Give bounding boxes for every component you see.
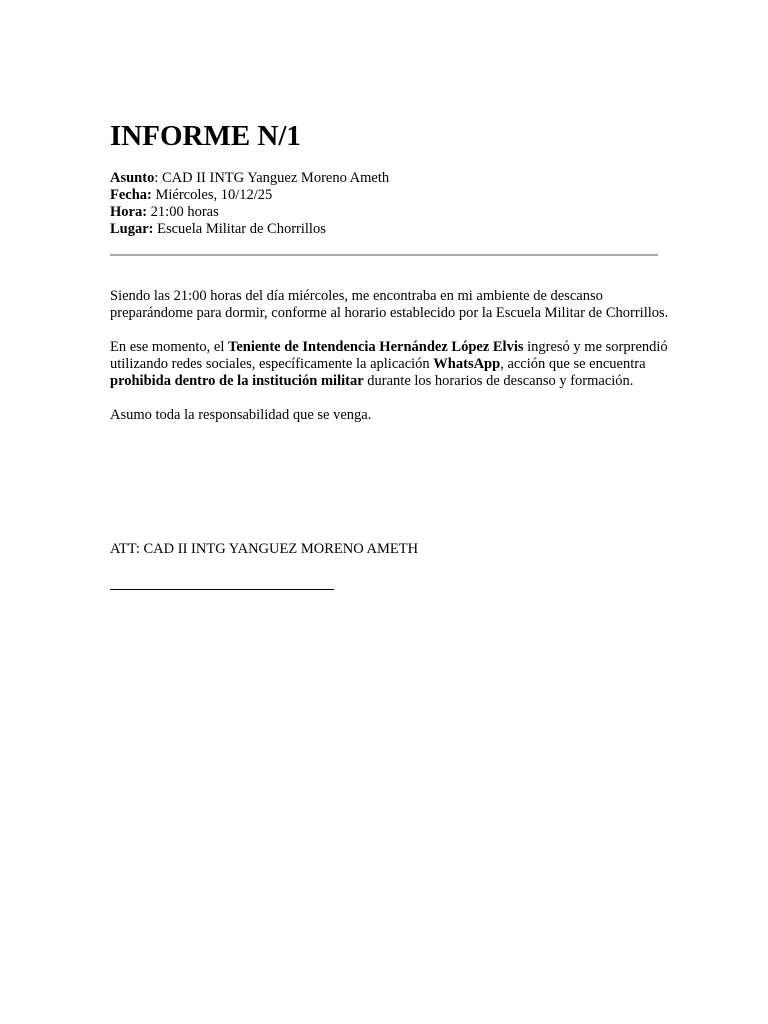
attention-line: ATT: CAD II INTG YANGUEZ MORENO AMETH [110, 541, 419, 557]
meta-subject-separator: : [154, 170, 162, 186]
incident-prohibition: prohibida dentro de la institución militar [110, 373, 364, 389]
horizontal-divider [110, 254, 658, 256]
report-body [110, 288, 670, 441]
meta-time-value: 21:00 horas [150, 204, 219, 220]
incident-text-2: ingresó y me sorprendió utilizando redes sociales, específicamente la aplicación [110, 339, 668, 372]
meta-time-label: Hora: [110, 204, 148, 220]
meta-date [110, 187, 389, 204]
document-title: INFORME N/1 [110, 120, 301, 152]
meta-subject-label: Asunto [110, 170, 155, 186]
incident-text-4: durante los horarios de descanso y formación. [363, 373, 634, 389]
paragraph-incident [110, 339, 670, 390]
incident-officer-name: Teniente de Intendencia Hernández López Elvis [227, 339, 524, 355]
meta-date-value: Miércoles, 10/12/25 [155, 187, 273, 203]
meta-time [110, 204, 389, 221]
meta-subject [110, 170, 389, 187]
meta-place-label: Lugar: [110, 221, 154, 237]
meta-place-value: Escuela Militar de Chorrillos [157, 221, 326, 237]
report-metadata [110, 170, 389, 238]
paragraph-responsibility: Asumo toda la responsabilidad que se venga. [110, 407, 372, 423]
incident-app-name: WhatsApp [433, 356, 501, 372]
meta-date-label: Fecha: [110, 187, 152, 203]
incident-text-3: , acción que se encuentra [500, 356, 646, 372]
signature-line [110, 589, 334, 590]
incident-text-1: En ese momento, el [110, 339, 228, 355]
meta-place [110, 221, 389, 238]
paragraph-circumstances: Siendo las 21:00 horas del día miércoles, me encontraba en mi ambiente de descanso preparándome para dormir, conforme al horario establecido por la Escuela Militar de Chorrillos. [110, 288, 669, 321]
meta-subject-value: CAD II INTG Yanguez Moreno Ameth [161, 170, 390, 186]
